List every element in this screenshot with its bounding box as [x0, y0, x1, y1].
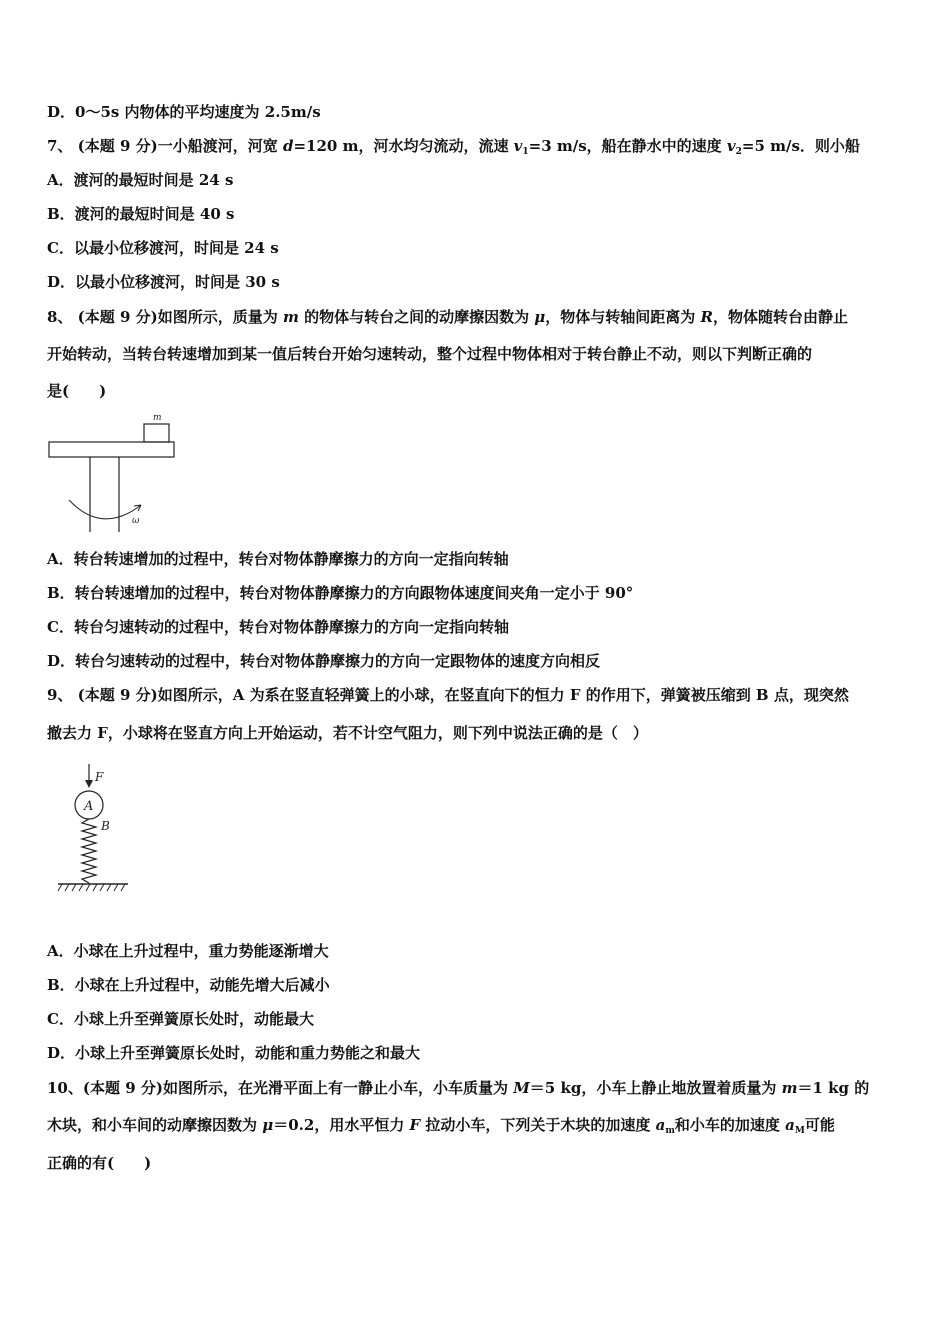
q6-option-d: D．0～5s 内物体的平均速度为 2.5m/s [47, 103, 321, 121]
q7-sub-1: 1 [522, 147, 529, 157]
q9-option-b: B．小球在上升过程中，动能先增大后减小 [47, 976, 330, 994]
q9-stem-line2: 撤去力 F，小球将在竖直方向上开始运动，若不计空气阻力，则下列中说法正确的是（ ） [47, 724, 648, 742]
q9-option-d: D．小球上升至弹簧原长处时，动能和重力势能之和最大 [47, 1044, 421, 1062]
q10-var-am: a [655, 1116, 666, 1134]
q8-var-r: R [700, 308, 713, 326]
q8-l1-c: ，物体与转轴间距离为 [545, 308, 701, 326]
q7-stem-b: =120 m，河水均匀流动，流速 [293, 137, 514, 155]
q8-var-mu: μ [534, 308, 546, 326]
q8-stem-line1 [47, 307, 907, 327]
q10-var-F: F [409, 1116, 421, 1134]
q10-l1-a: 10、(本题 9 分)如图所示，在光滑平面上有一静止小车，小车质量为 [47, 1079, 514, 1097]
spring [82, 819, 96, 883]
q10-var-aM: a [785, 1116, 795, 1134]
q10-stem-line2 [47, 1115, 907, 1135]
turntable-figure [46, 408, 180, 534]
q10-l2-a: 木块，和小车间的动摩擦因数为 [47, 1116, 263, 1134]
spring-figure [52, 760, 132, 894]
q10-sub-M: M [794, 1126, 805, 1136]
q9-stem-line1: 9、 (本题 9 分)如图所示，A 为系在竖直轻弹簧上的小球，在竖直向下的恒力 F 的作用下，弹簧被压缩到 B 点，现突然 [47, 686, 849, 704]
q10-stem-line1 [47, 1078, 907, 1098]
q7-stem-e: =5 m/s．则小船 [741, 137, 860, 155]
q7-option-a: A．渡河的最短时间是 24 s [47, 171, 234, 189]
q7-var-v1: v [513, 137, 523, 155]
q7-var-d: d [282, 137, 294, 155]
q10-var-M: M [513, 1079, 530, 1097]
q7-var-v2: v [726, 137, 736, 155]
q8-stem-line3: 是( ) [47, 382, 107, 400]
q10-l2-d: 和小车的加速度 [674, 1116, 786, 1134]
q10-sub-m: m [665, 1126, 675, 1136]
q8-var-m: m [282, 308, 299, 326]
q8-l1-a: 8、 (本题 9 分)如图所示，质量为 [47, 308, 283, 326]
q7-sub-2: 2 [735, 147, 742, 157]
q9-option-a: A．小球在上升过程中，重力势能逐渐增大 [47, 942, 329, 960]
q10-var-mu: μ [262, 1116, 274, 1134]
ground-hatching [58, 884, 125, 891]
q10-l1-b: ＝5 kg，小车上静止地放置着质量为 [529, 1079, 782, 1097]
q7-option-d: D．以最小位移渡河，时间是 30 s [47, 273, 280, 291]
q8-stem-line2: 开始转动，当转台转速增加到某一值后转台开始匀速转动，整个过程中物体相对于转台静止不动，则以下判断正确的 [47, 345, 813, 363]
q10-stem-line3: 正确的有( ) [47, 1154, 152, 1172]
q10-l2-c: 拉动小车，下列关于木块的加速度 [420, 1116, 656, 1134]
q10-l2-e: 可能 [804, 1116, 835, 1134]
q8-option-d: D．转台匀速转动的过程中，转台对物体静摩擦力的方向一定跟物体的速度方向相反 [47, 652, 601, 670]
mass-block [144, 424, 169, 442]
q10-l1-c: ＝1 kg 的 [797, 1079, 870, 1097]
q8-option-a: A．转台转速增加的过程中，转台对物体静摩擦力的方向一定指向转轴 [47, 550, 509, 568]
ball-label: A [84, 799, 94, 814]
force-label: F [95, 770, 104, 784]
q7-stem [47, 136, 907, 156]
q8-option-b: B．转台转速增加的过程中，转台对物体静摩擦力的方向跟物体速度间夹角一定小于 90° [47, 584, 634, 602]
q7-stem-c: =3 m/s，船在静水中的速度 [528, 137, 727, 155]
q10-var-m: m [781, 1079, 798, 1097]
omega-label: ω [132, 516, 140, 526]
q8-l1-b: 的物体与转台之间的动摩擦因数为 [298, 308, 535, 326]
rotation-arrow [69, 500, 141, 519]
q10-l2-b: ＝0.2，用水平恒力 [273, 1116, 410, 1134]
q8-l1-d: ，物体随转台由静止 [712, 308, 848, 326]
mass-label: m [153, 413, 162, 423]
q7-stem-a: 7、 (本题 9 分)一小船渡河，河宽 [47, 137, 283, 155]
force-arrowhead [85, 780, 93, 788]
q8-option-c: C．转台匀速转动的过程中，转台对物体静摩擦力的方向一定指向转轴 [47, 618, 509, 636]
q7-option-c: C．以最小位移渡河，时间是 24 s [47, 239, 279, 257]
q9-option-c: C．小球上升至弹簧原长处时，动能最大 [47, 1010, 314, 1028]
q7-option-b: B．渡河的最短时间是 40 s [47, 205, 235, 223]
turntable-disk [49, 442, 174, 457]
point-b-label: B [101, 819, 110, 833]
